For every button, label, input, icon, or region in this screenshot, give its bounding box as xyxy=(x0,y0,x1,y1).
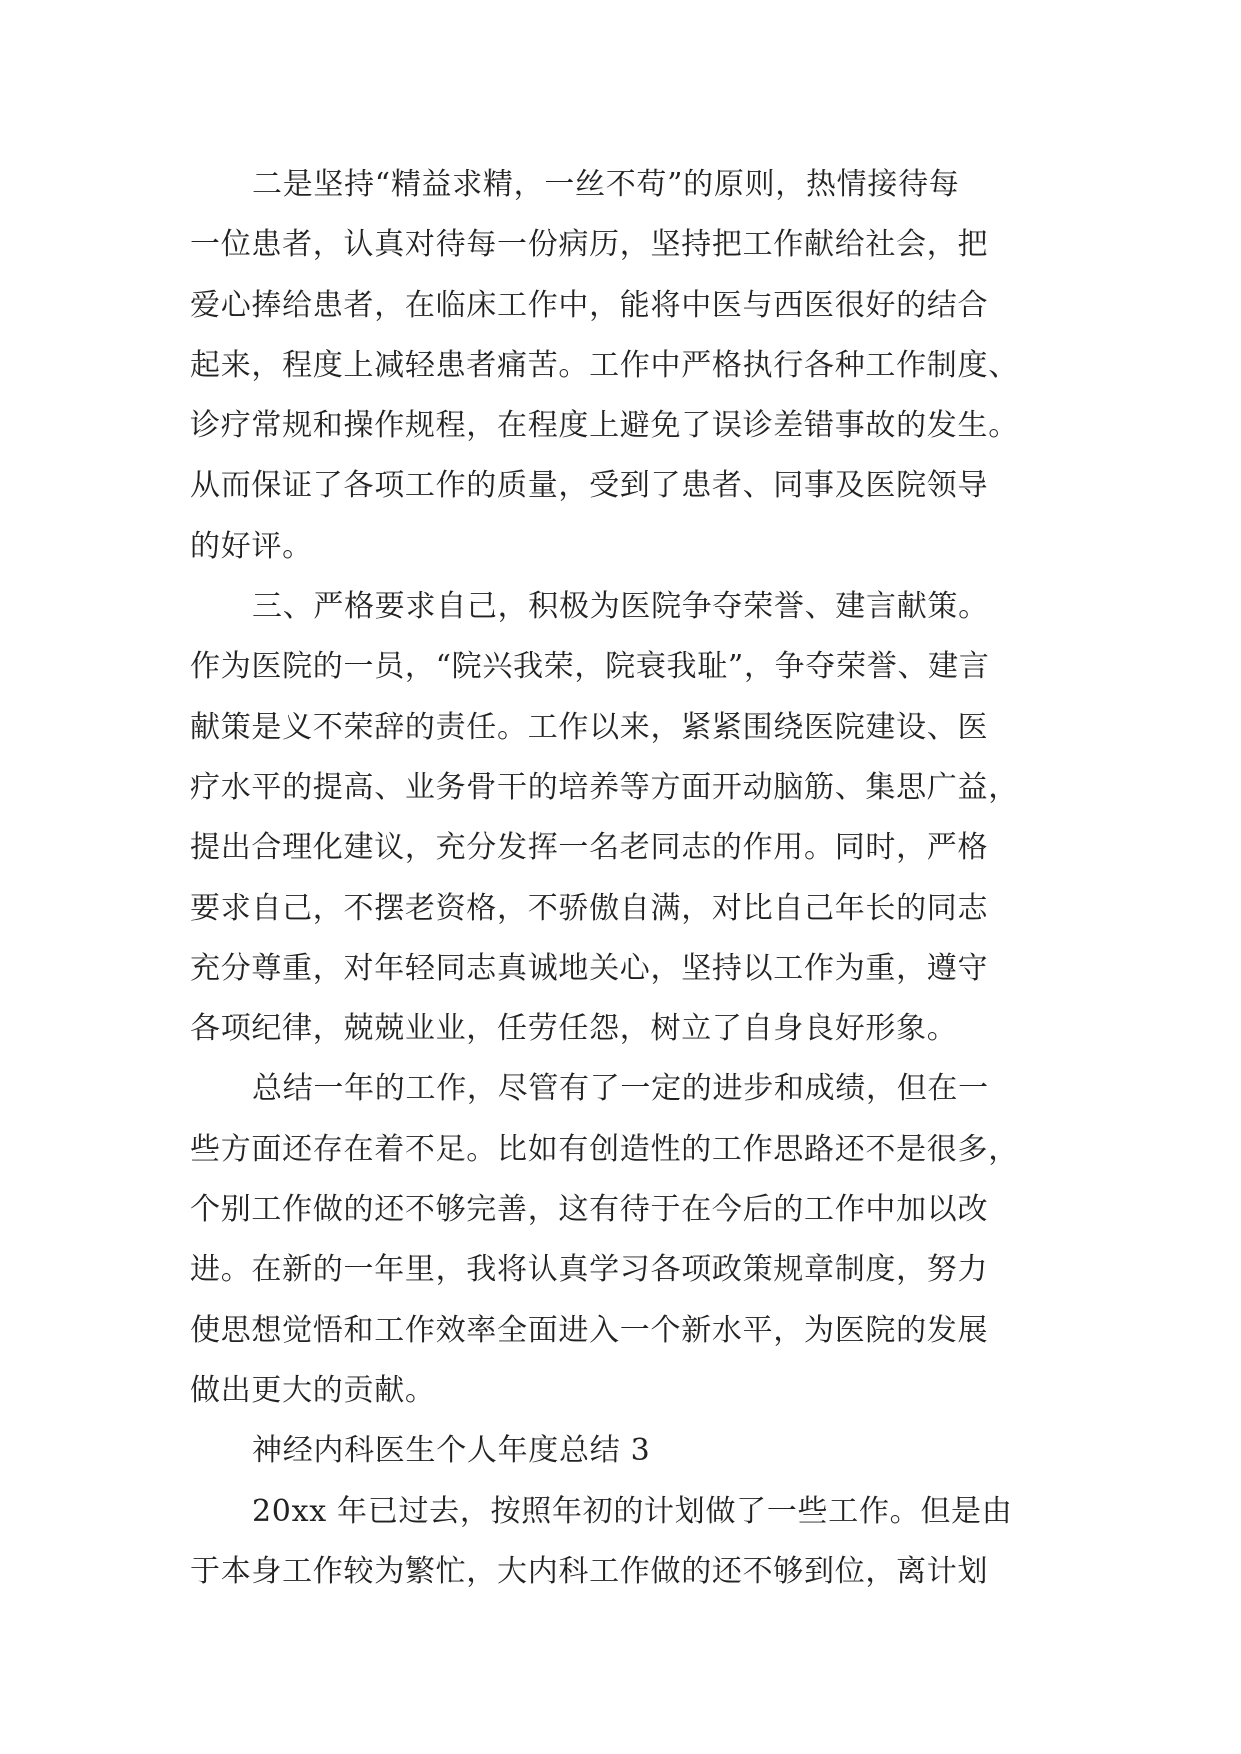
text-line: 充分尊重，对年轻同志真诚地关心，坚持以工作为重，遵守 xyxy=(190,950,989,986)
text-line: 的好评。 xyxy=(190,528,313,564)
text-line: 进。在新的一年里，我将认真学习各项政策规章制度，努力 xyxy=(190,1252,989,1288)
text-line: 一位患者，认真对待每一份病历，坚持把工作献给社会，把 xyxy=(190,227,989,263)
text-line: 个别工作做的还不够完善，这有待于在今后的工作中加以改 xyxy=(190,1192,989,1228)
text-line: 从而保证了各项工作的质量，受到了患者、同事及医院领导 xyxy=(190,468,989,504)
text-line: 各项纪律，兢兢业业，任劳任怨，树立了自身良好形象。 xyxy=(190,1011,958,1047)
text-line: 爱心捧给患者，在临床工作中，能将中医与西医很好的结合 xyxy=(190,287,989,323)
text-line: 做出更大的贡献。 xyxy=(190,1372,436,1408)
text-line: 20xx 年已过去，按照年初的计划做了一些工作。但是由 xyxy=(252,1493,1013,1529)
text-line: 诊疗常规和操作规程，在程度上避免了误诊差错事故的发生。 xyxy=(190,408,1019,444)
text-line: 疗水平的提高、业务骨干的培养等方面开动脑筋、集思广益， xyxy=(190,769,1019,805)
text-line: 总结一年的工作，尽管有了一定的进步和成绩，但在一 xyxy=(252,1071,989,1107)
text-line: 使思想觉悟和工作效率全面进入一个新水平，为医院的发展 xyxy=(190,1312,989,1348)
text-line: 提出合理化建议，充分发挥一名老同志的作用。同时，严格 xyxy=(190,830,989,866)
text-line: 献策是义不荣辞的责任。工作以来，紧紧围绕医院建设、医 xyxy=(190,709,989,745)
text-line: 要求自己，不摆老资格，不骄傲自满，对比自己年长的同志 xyxy=(190,890,989,926)
text-line: 些方面还存在着不足。比如有创造性的工作思路还不是很多， xyxy=(190,1131,1019,1167)
text-line: 三、严格要求自己，积极为医院争夺荣誉、建言献策。 xyxy=(252,589,989,625)
section-heading: 神经内科医生个人年度总结 3 xyxy=(252,1433,651,1469)
text-line: 作为医院的一员，“院兴我荣，院衰我耻”，争夺荣誉、建言 xyxy=(190,649,990,685)
text-line: 起来，程度上减轻患者痛苦。工作中严格执行各种工作制度、 xyxy=(190,347,1019,383)
text-line: 二是坚持“精益求精，一丝不苟”的原则，热情接待每 xyxy=(252,167,960,202)
document-body xyxy=(190,155,1070,1602)
text-line: 于本身工作较为繁忙，大内科工作做的还不够到位，离计划 xyxy=(190,1553,989,1589)
